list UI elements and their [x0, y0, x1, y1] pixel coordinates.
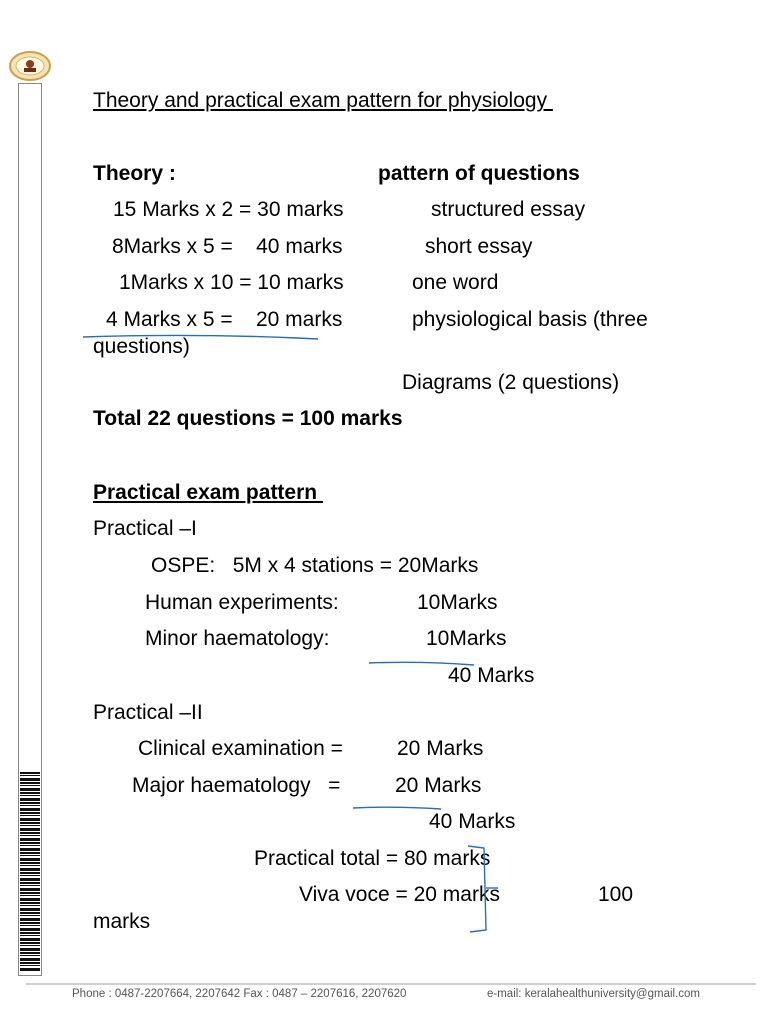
practical-total: Practical total = 80 marks	[254, 847, 491, 870]
pen-underline-mark	[366, 657, 478, 669]
theory-row-type: one word	[412, 271, 499, 294]
barcode	[20, 772, 40, 972]
university-emblem-logo	[8, 50, 52, 82]
theory-row-type: physiological basis (three	[412, 308, 648, 331]
theory-total: Total 22 questions = 100 marks	[93, 407, 403, 430]
practical-heading: Practical exam pattern	[93, 481, 323, 504]
viva-voce: Viva voce = 20 marks	[299, 883, 500, 906]
theory-row-marks: 4 Marks x 5 = 20 marks	[106, 308, 343, 331]
practical-2-label: Practical –II	[93, 701, 203, 724]
ospe-line: OSPE: 5M x 4 stations = 20Marks	[151, 554, 479, 577]
practical-2-subtotal: 40 Marks	[429, 810, 516, 833]
theory-heading: Theory :	[93, 162, 176, 185]
human-experiments-label: Human experiments:	[145, 591, 339, 614]
minor-haematology-marks: 10Marks	[426, 627, 507, 650]
clinical-examination-label: Clinical examination =	[138, 737, 343, 760]
theory-row-marks: 1Marks x 10 = 10 marks	[119, 271, 344, 294]
theory-row-type: short essay	[425, 235, 533, 258]
pen-underline-mark	[350, 802, 445, 814]
grand-total-unit: marks	[93, 910, 151, 933]
footer-rule	[26, 983, 756, 985]
major-haematology-label: Major haematology =	[132, 774, 341, 797]
footer-phone-fax: Phone : 0487-2207664, 2207642 Fax : 0487 – 2207616, 2207620	[72, 988, 407, 1000]
practical-1-label: Practical –I	[93, 517, 197, 540]
pen-underline-mark	[80, 330, 325, 344]
practical-1-subtotal: 40 Marks	[448, 664, 535, 687]
minor-haematology-label: Minor haematology:	[145, 627, 330, 650]
theory-row-marks: 8Marks x 5 = 40 marks	[112, 235, 343, 258]
grand-total-value: 100	[598, 883, 634, 906]
diagrams-line: Diagrams (2 questions)	[402, 371, 620, 394]
theory-row-type: structured essay	[431, 198, 586, 221]
theory-row-continuation: questions)	[93, 335, 190, 358]
human-experiments-marks: 10Marks	[417, 591, 498, 614]
clinical-examination-marks: 20 Marks	[397, 737, 484, 760]
major-haematology-marks: 20 Marks	[395, 774, 482, 797]
document-title: Theory and practical exam pattern for physiology	[93, 89, 553, 112]
footer-email: e-mail: keralahealthuniversity@gmail.com	[487, 988, 701, 1000]
theory-row-marks: 15 Marks x 2 = 30 marks	[113, 198, 344, 221]
pen-bracket-mark	[462, 842, 502, 938]
pattern-of-questions-heading: pattern of questions	[378, 162, 580, 185]
